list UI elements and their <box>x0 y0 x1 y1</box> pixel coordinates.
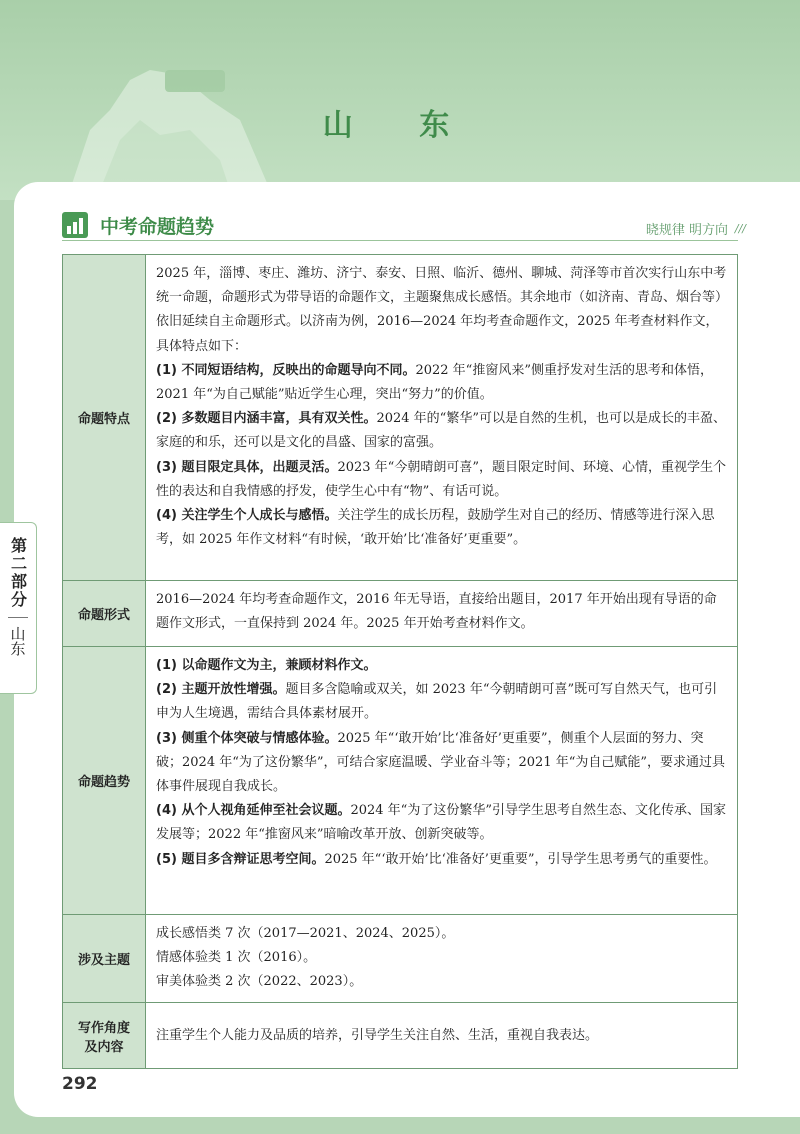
trend-table <box>62 254 738 1069</box>
row-body-features <box>146 255 738 581</box>
table-row-angle <box>63 1003 738 1069</box>
bar-chart-icon <box>62 212 88 238</box>
table-row-trend <box>63 647 738 915</box>
trend-item: (4) 从个人视角延伸至社会议题。2024 年“为了这份繁华”引导学生思考自然生态、文化传承、国家发展等；2022 年“推窗风来”暗喻改革开放、创新突破等。 <box>156 803 726 843</box>
trend-item: (5) 题目多含辩证思考空间。2025 年“‘敢开始’比‘准备好’更重要”，引导学生思考勇气的重要性。 <box>156 851 717 867</box>
section-subtitle: 晓规律 明方向 <box>645 223 728 238</box>
theme-line: 情感体验类 1 次（2016）。 <box>156 950 317 966</box>
features-item: (3) 题目限定具体，出题灵活。2023 年“今朝晴朗可喜”，题目限定时间、环境、心情，重视学生个性的表达和自我情感的抒发，使学生心中有“物”、有话可说。 <box>156 459 726 499</box>
table-row-features <box>63 255 738 581</box>
features-item: (4) 关注学生个人成长与感悟。关注学生的成长历程，鼓励学生对自己的经历、情感等进行深入思考，如 2025 年作文材料“有时候，‘敢开始’比‘准备好’更重要”。 <box>156 508 715 548</box>
section-header <box>62 210 746 241</box>
theme-line: 成长感悟类 7 次（2017—2021、2024、2025）。 <box>156 926 455 941</box>
trend-item: (3) 侧重个体突破与情感体验。2025 年“‘敢开始’比‘准备好’更重要”，侧重个人层面的努力、突破；2024 年“为了这份繁华”，可结合家庭温暖、学业奋斗等；2021 年“为自己赋能”，要求通过具体事件展现自我成长。 <box>156 730 726 795</box>
side-tab-divider <box>8 617 28 618</box>
row-body-form: 2016—2024 年均考查命题作文，2016 年无导语，直接给出题目，2017 年开始出现有导语的命题作文形式，一直保持到 2024 年。2025 年开始考查材料作文。 <box>146 581 738 647</box>
row-body-trend <box>146 647 738 915</box>
trend-item: (2) 主题开放性增强。题目多含隐喻或双关，如 2023 年“今朝晴朗可喜”既可写自然天气，也可引申为人生境遇，需结合具体素材展开。 <box>156 682 718 722</box>
row-body-angle: 注重学生个人能力及品质的培养，引导学生关注自然、生活，重视自我表达。 <box>146 1003 738 1069</box>
page-number: 292 <box>62 1074 98 1094</box>
section-title: 中考命题趋势 <box>100 216 215 238</box>
page-title: 山 东 <box>322 108 478 143</box>
features-item: (1) 不同短语结构，反映出的命题导向不同。2022 年“推窗风来”侧重抒发对生活的思考和体悟，2021 年“为自己赋能”贴近学生心理，突出“努力”的价值。 <box>156 362 713 403</box>
trend-item: (1) 以命题作文为主，兼顾材料作文。 <box>156 658 377 673</box>
side-tab <box>0 522 37 694</box>
side-tab-part: 第二部分 <box>8 537 28 609</box>
side-tab-region: 山东 <box>8 626 27 656</box>
row-head-form: 命题形式 <box>63 581 146 647</box>
row-body-themes <box>146 915 738 1003</box>
row-head-themes: 涉及主题 <box>63 915 146 1003</box>
features-intro: 2025 年，淄博、枣庄、潍坊、济宁、泰安、日照、临沂、德州、聊城、菏泽等市首次实行山东中考统一命题，命题形式为带导语的命题作文，主题聚焦成长感悟。其余地市（如济南、青岛、烟台等）依旧延续自主命题形式。以济南为例，2016—2024 年均考查命题作文，2025 年考查材料作文，具体特点如下： <box>156 266 727 354</box>
row-head-trend: 命题趋势 <box>63 647 146 915</box>
features-item: (2) 多数题目内涵丰富，具有双关性。2024 年的“繁华”可以是自然的生机，也可以是成长的丰盈、家庭的和乐，还可以是文化的昌盛、国家的富强。 <box>156 411 726 451</box>
table-row-themes <box>63 915 738 1003</box>
table-row-form <box>63 581 738 647</box>
row-head-angle: 写作角度 及内容 <box>63 1003 146 1069</box>
row-head-features: 命题特点 <box>63 255 146 581</box>
theme-line: 审美体验类 2 次（2022、2023）。 <box>156 974 363 990</box>
slash-decoration: /// <box>734 222 746 235</box>
